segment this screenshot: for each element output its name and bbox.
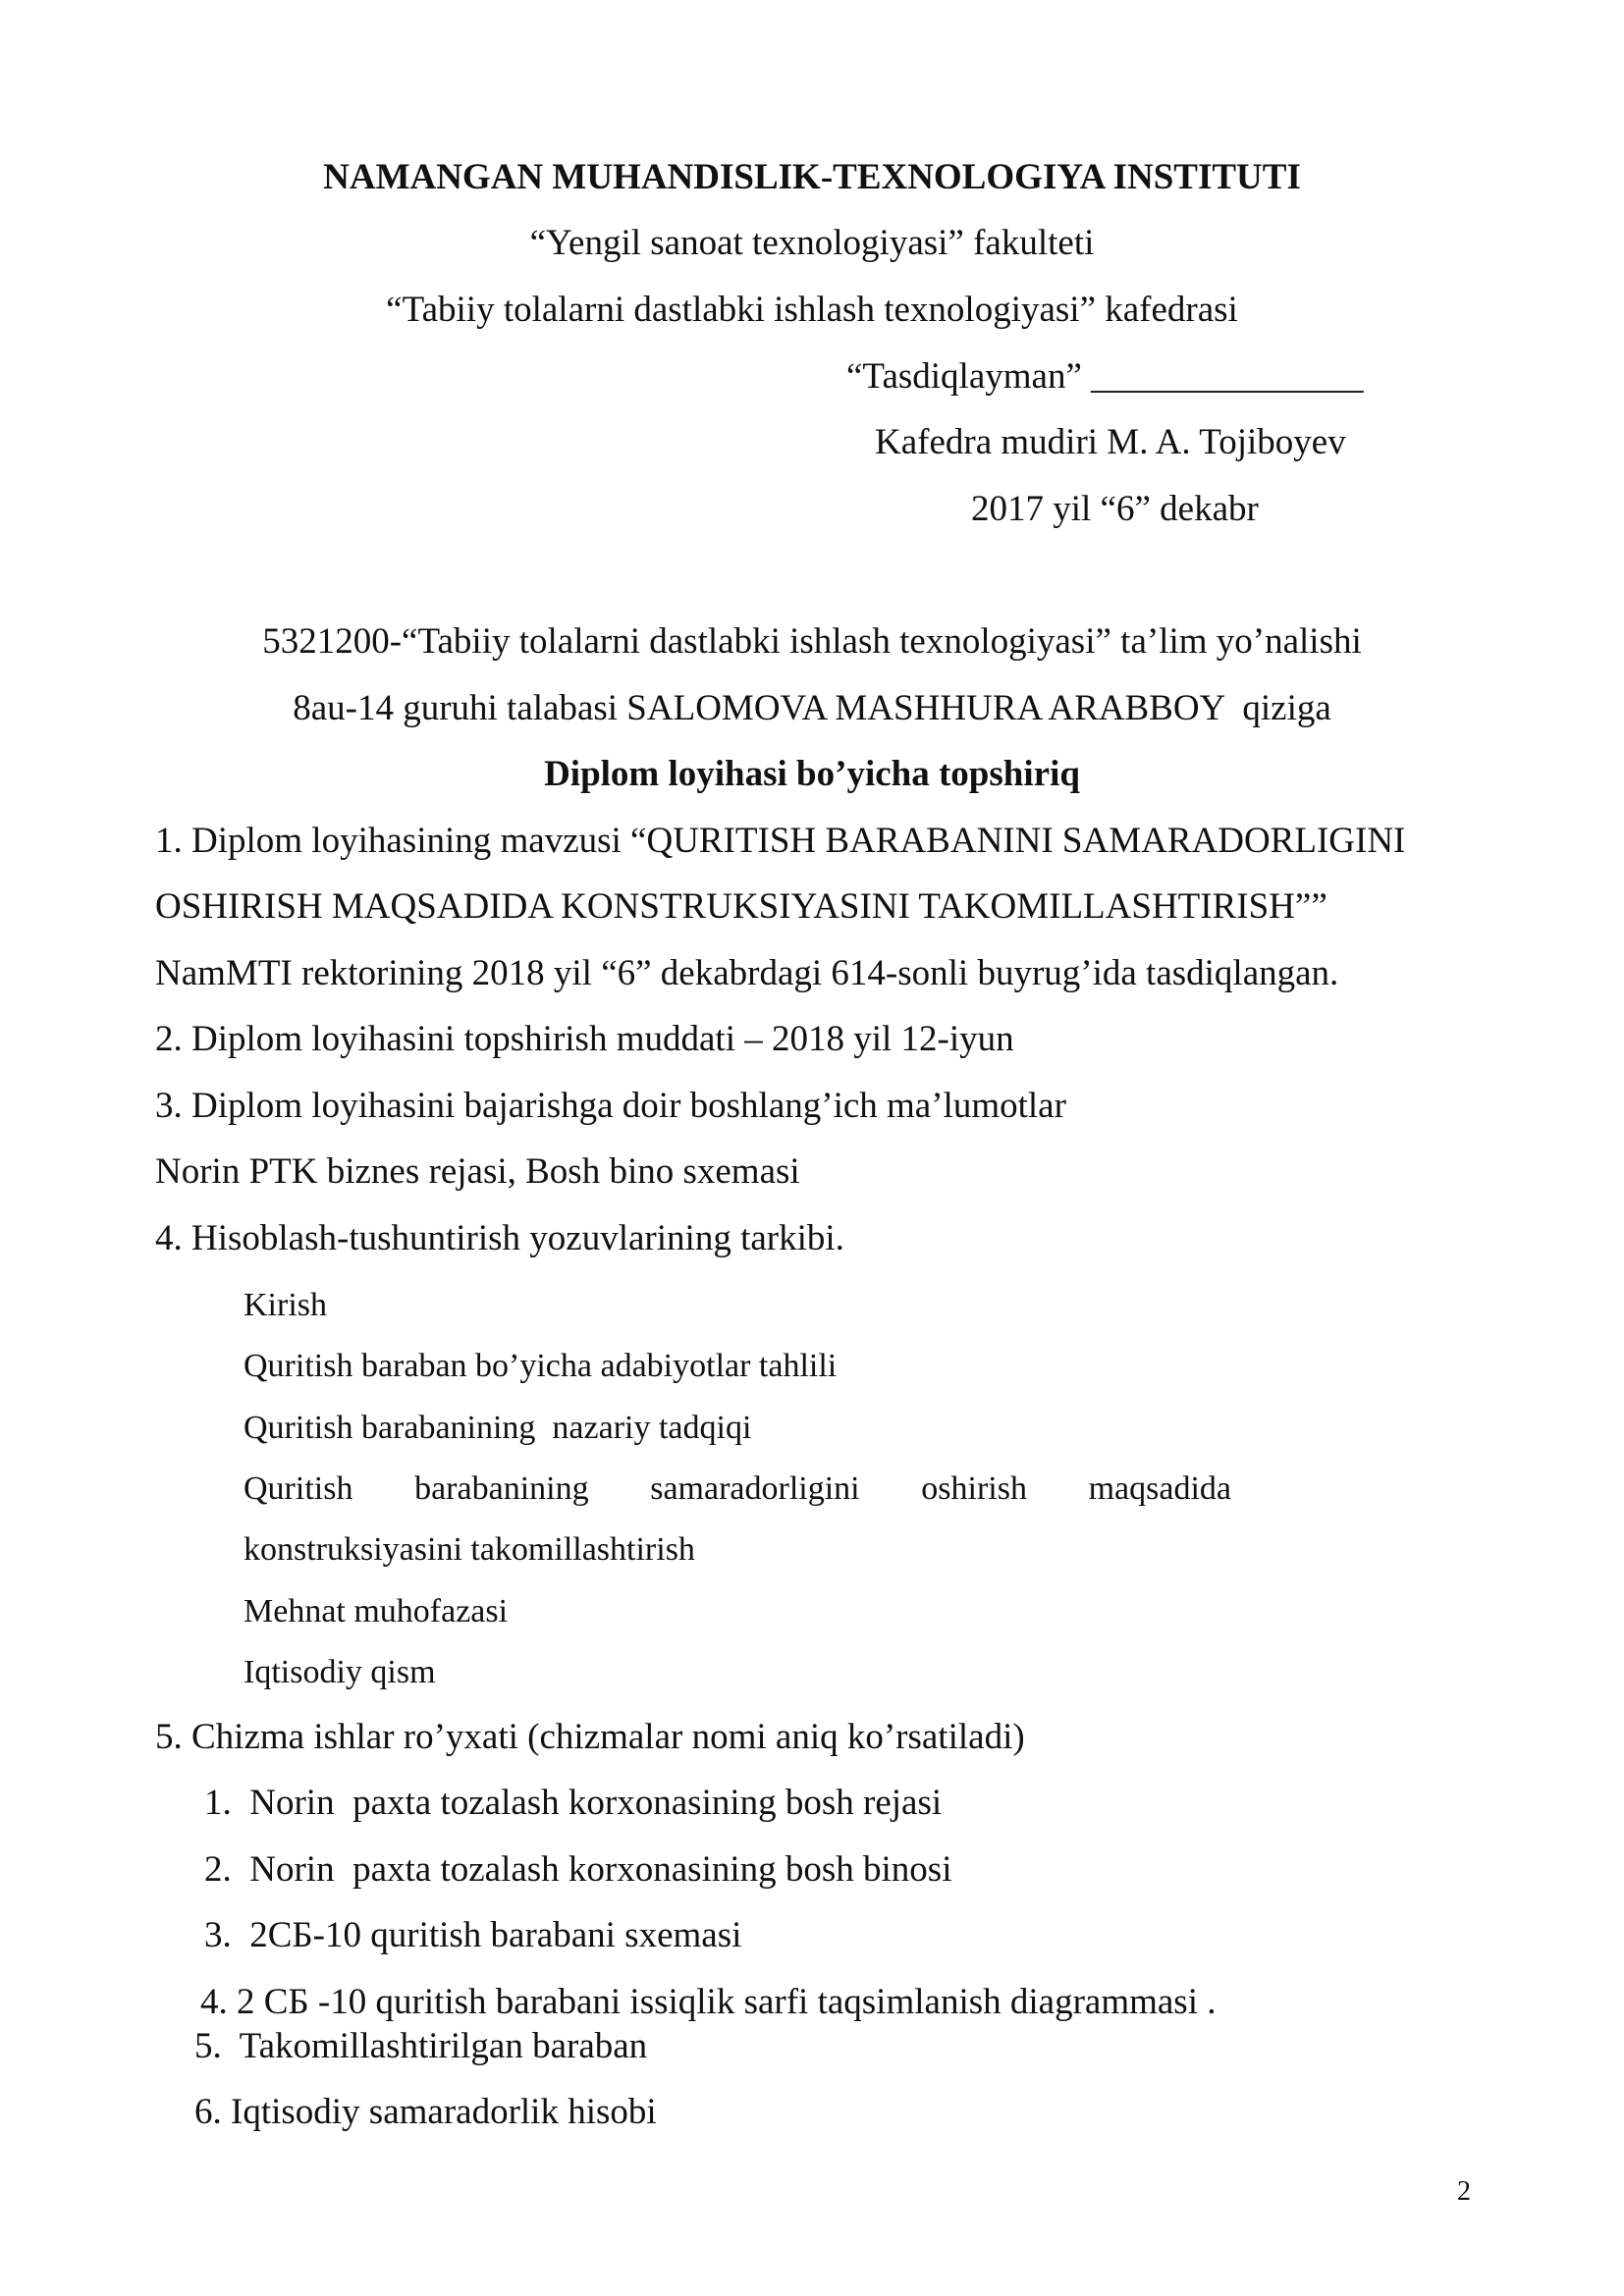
drawing-item-3: 3. 2СБ-10 quritish barabani sxemasi [204, 1915, 742, 1955]
student-line: 8au-14 guruhi talabasi SALOMOVA MASHHURA ARABBOY qiziga [293, 688, 1331, 728]
contents-item-4-line-2: konstruksiyasini takomillashtirish [244, 1531, 695, 1568]
approval-line: “Tasdiqlayman” _______________ [846, 356, 1364, 397]
drawing-item-4: 4. 2 СБ -10 quritish barabani issiqlik sarfi taqsimlanish diagrammasi . [200, 1982, 1217, 2022]
institute-name: NAMANGAN MUHANDISLIK-TEXNOLOGIYA INSTITUTI [323, 157, 1301, 197]
contents-item-4-word: barabanining [414, 1470, 589, 1507]
item-3-line-1: 3. Diplom loyihasini bajarishga doir boshlang’ich ma’lumotlar [155, 1086, 1066, 1126]
item-1-line-3: NamMTI rektorining 2018 yil “6” dekabrdagi 614-sonli buyrug’ida tasdiqlangan. [155, 953, 1339, 993]
drawing-item-1: 1. Norin paxta tozalash korxonasining bosh rejasi [204, 1783, 943, 1823]
item-1-line-2: OSHIRISH MAQSADIDA KONSTRUKSIYASINI TAKOMILLASHTIRISH”” [155, 886, 1327, 927]
contents-item-3: Quritish barabanining nazariy tadqiqi [244, 1410, 752, 1446]
item-4: 4. Hisoblash-tushuntirish yozuvlarining tarkibi. [155, 1218, 844, 1258]
contents-item-1: Kirish [244, 1287, 327, 1323]
drawings-heading: 5. Chizma ishlar ro’yxati (chizmalar nomi aniq ko’rsatiladi) [155, 1717, 1025, 1757]
department-head: Kafedra mudiri M. A. Tojiboyev [875, 422, 1346, 462]
assignment-title: Diplom loyihasi bo’yicha topshiriq [544, 754, 1080, 794]
contents-item-4-word: oshirish [921, 1470, 1027, 1507]
department-name: “Tabiiy tolalarni dastlabki ishlash texnologiyasi” kafedrasi [386, 290, 1238, 330]
contents-item-5: Mehnat muhofazasi [244, 1593, 509, 1629]
item-1-line-1: 1. Diplom loyihasining mavzusi “QURITISH BARABANINI SAMARADORLIGINI [155, 821, 1406, 861]
drawing-item-5: 5. Takomillashtirilgan baraban [194, 2026, 648, 2066]
page-number: 2 [1457, 2176, 1471, 2207]
study-direction: 5321200-“Tabiiy tolalarni dastlabki ishlash texnologiyasi” ta’lim yo’nalishi [262, 621, 1362, 662]
contents-item-2: Quritish baraban bo’yicha adabiyotlar tahlili [244, 1348, 838, 1384]
drawing-item-6: 6. Iqtisodiy samaradorlik hisobi [194, 2092, 657, 2132]
item-2: 2. Diplom loyihasini topshirish muddati – 2018 yil 12-iyun [155, 1019, 1014, 1059]
drawing-item-2: 2. Norin paxta tozalash korxonasining bosh binosi [204, 1849, 952, 1890]
contents-item-4-word: Quritish [244, 1470, 353, 1507]
contents-item-4-line-1 [244, 1468, 1231, 1510]
approval-date: 2017 yil “6” dekabr [971, 489, 1259, 529]
faculty-name: “Yengil sanoat texnologiyasi” fakulteti [529, 223, 1095, 263]
contents-item-4-word: maqsadida [1088, 1470, 1231, 1507]
contents-item-6: Iqtisodiy qism [244, 1654, 436, 1690]
contents-item-4-word: samaradorligini [650, 1470, 860, 1507]
item-3-line-2: Norin PTK biznes rejasi, Bosh bino sxemasi [155, 1151, 800, 1192]
